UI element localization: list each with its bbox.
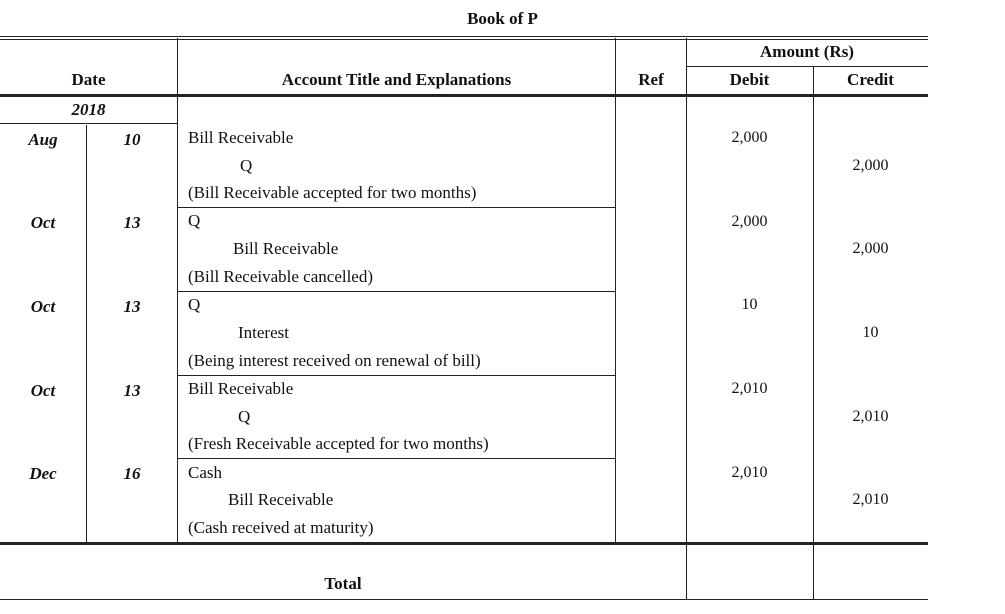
entry-credit-amount: 2,010 — [852, 491, 889, 508]
entry-month: Oct — [30, 213, 56, 232]
year-label: 2018 — [71, 100, 106, 119]
entry-debit-account: Q — [188, 211, 201, 230]
entry-day: 13 — [123, 381, 141, 400]
entry-credit-amount: 2,000 — [852, 157, 889, 174]
body-bottom-rule — [0, 542, 928, 545]
date-col-line — [177, 38, 178, 543]
amount-header: Amount (Rs) — [760, 42, 854, 61]
entry-day: 13 — [123, 213, 141, 232]
entry-day: 10 — [123, 130, 141, 149]
entry-day: 13 — [123, 297, 141, 316]
entry-month: Oct — [30, 297, 56, 316]
entry-debit-amount: 10 — [741, 296, 758, 313]
entry-credit-account: Bill Receivable — [233, 239, 339, 258]
entry-narration: (Fresh Receivable accepted for two months) — [188, 434, 489, 453]
entry-narration: (Bill Receivable accepted for two months) — [188, 183, 477, 202]
entry-narration: (Bill Receivable cancelled) — [188, 267, 374, 286]
entry-debit-account: Q — [188, 295, 201, 314]
account-header: Account Title and Explanations — [281, 70, 512, 89]
entry-divider-1 — [178, 207, 615, 208]
entry-credit-account: Bill Receivable — [228, 490, 334, 509]
entry-credit-amount: 2,010 — [852, 408, 889, 425]
entry-credit-amount: 10 — [862, 324, 879, 341]
ref-col-line — [686, 38, 687, 600]
debit-header: Debit — [729, 70, 770, 89]
entry-month: Dec — [29, 464, 57, 483]
entry-credit-account: Interest — [238, 323, 289, 342]
entry-debit-amount: 2,000 — [731, 213, 768, 230]
entry-credit-account: Q — [240, 156, 253, 175]
entry-divider-4 — [178, 458, 615, 459]
year-rule — [0, 123, 177, 124]
entry-debit-amount: 2,010 — [731, 380, 768, 397]
entry-narration: (Being interest received on renewal of bill) — [188, 351, 481, 370]
account-col-line — [615, 38, 616, 543]
date-header: Date — [71, 70, 106, 89]
entry-divider-2 — [178, 291, 615, 292]
header-bottom-rule — [0, 94, 928, 97]
entry-month: Oct — [30, 381, 56, 400]
entry-debit-amount: 2,010 — [731, 464, 768, 481]
ref-header: Ref — [638, 70, 664, 89]
journal-title: Book of P — [467, 9, 538, 28]
entry-month: Aug — [28, 130, 58, 149]
amount-rule — [686, 66, 928, 67]
total-label: Total — [324, 574, 362, 593]
entry-narration: (Cash received at maturity) — [188, 518, 374, 537]
entry-credit-amount: 2,000 — [852, 240, 889, 257]
entry-debit-account: Cash — [188, 463, 222, 482]
total-bottom-rule — [0, 599, 928, 600]
entry-day: 16 — [123, 464, 141, 483]
entry-credit-account: Q — [238, 407, 251, 426]
entry-divider-3 — [178, 375, 615, 376]
entry-debit-account: Bill Receivable — [188, 379, 294, 398]
top-rule — [0, 36, 928, 37]
entry-debit-account: Bill Receivable — [188, 128, 294, 147]
entry-debit-amount: 2,000 — [731, 129, 768, 146]
credit-header: Credit — [847, 70, 894, 89]
top-rule-2 — [0, 39, 928, 40]
